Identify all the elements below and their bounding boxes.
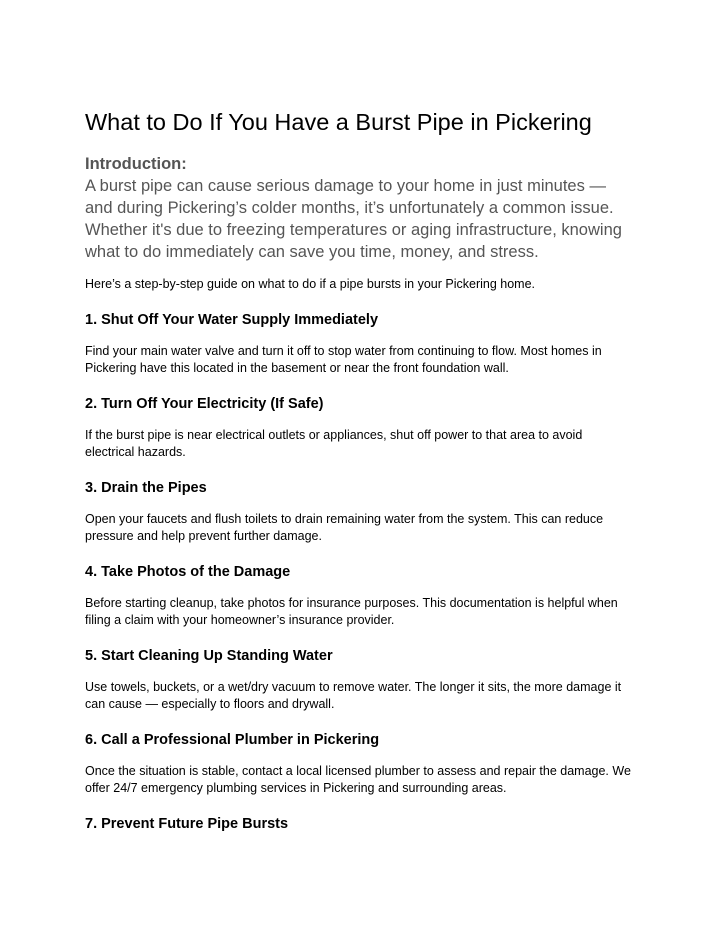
step-3-paragraph: Open your faucets and flush toilets to drain remaining water from the system. This can reduce pressure and help prevent further damage. [85, 512, 604, 543]
intro-heading: Introduction: [85, 155, 187, 173]
step-2-paragraph: If the burst pipe is near electrical outlets or appliances, shut off power to that area to avoid electrical hazards. [85, 428, 583, 459]
step-7-heading: 7. Prevent Future Pipe Bursts [85, 816, 289, 832]
step-2-heading: 2. Turn Off Your Electricity (If Safe) [85, 396, 324, 412]
step-1-paragraph: Find your main water valve and turn it off to stop water from continuing to flow. Most homes in Pickering have this located in the basement or near the front foundation wall. [85, 344, 602, 375]
step-6-paragraph: Once the situation is stable, contact a local licensed plumber to assess and repair the damage. We offer 24/7 emergency plumbing services in Pickering and surrounding areas. [85, 764, 631, 795]
step-3-heading: 3. Drain the Pipes [85, 480, 207, 496]
step-6-heading: 6. Call a Professional Plumber in Pickering [85, 732, 380, 748]
step-5-heading: 5. Start Cleaning Up Standing Water [85, 648, 333, 664]
step-4-heading: 4. Take Photos of the Damage [85, 564, 291, 580]
step-1-heading: 1. Shut Off Your Water Supply Immediately [85, 312, 379, 328]
document-title: What to Do If You Have a Burst Pipe in Pickering [85, 109, 592, 135]
step-5-paragraph: Use towels, buckets, or a wet/dry vacuum to remove water. The longer it sits, the more damage it can cause — especially to floors and drywall. [85, 680, 622, 711]
intro-paragraph: A burst pipe can cause serious damage to your home in just minutes — and during Pickering’s colder months, it’s unfortunately a common issue. Whether it's due to freezing temperatures or aging infrastructure, knowing what to do immediately can save you time, money, and stress. [85, 177, 622, 261]
guide-paragraph: Here’s a step-by-step guide on what to do if a pipe bursts in your Pickering home. [85, 277, 536, 291]
step-4-paragraph: Before starting cleanup, take photos for insurance purposes. This documentation is helpful when filing a claim with your homeowner’s insurance provider. [85, 596, 618, 627]
